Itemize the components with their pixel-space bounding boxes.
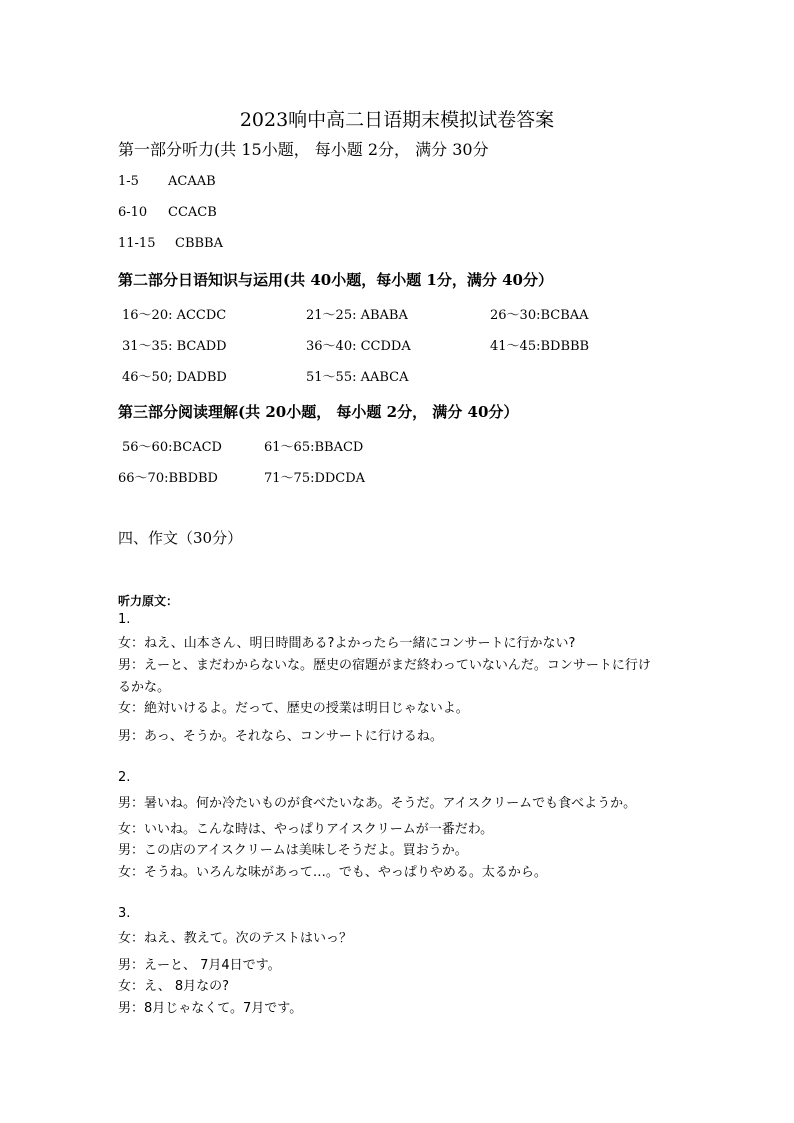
part1-row	[118, 174, 216, 189]
transcript-line: 女：え、 8月なの?	[118, 979, 230, 994]
transcript-line: 女：ねえ、教えて。次のテストはいっ？	[118, 931, 353, 946]
answer-cell: 21～25: ABABA	[306, 308, 408, 323]
answer-cell: 26～30:BCBAA	[490, 308, 589, 323]
transcript-line: 女：ねえ、山本さん、明日時間ある?よかったら一緒にコンサートに行かない?	[118, 636, 576, 651]
transcript-label: 听力原文：	[118, 594, 179, 608]
transcript-line: 男：あっ、そうか。それなら、コンサートに行けるね。	[118, 729, 443, 744]
transcript-line: 3.	[118, 906, 131, 921]
transcript-line: 女：絶対いけるよ。だって、歴史の授業は明日じゃないよ。	[118, 701, 469, 716]
answer-cell: 51～55: AABCA	[306, 370, 409, 385]
answer-range: 11-15	[118, 236, 156, 251]
answer-cell: 36～40: CCDDA	[306, 339, 411, 354]
answer-keys: CBBBA	[175, 236, 223, 251]
transcript-line: 男：暑いね。何か冷たいものが食べたいなあ。そうだ。アイスクリームでも食べようか。	[118, 796, 637, 811]
transcript-line: 女：いいね。こんな時は、やっぱりアイスクリームが一番だわ。	[118, 822, 494, 837]
part1-row	[118, 236, 223, 251]
answer-cell: 66～70:BBDBD	[118, 471, 218, 486]
transcript-line: 男：8月じゃなくて。7月です。	[118, 1001, 303, 1016]
page-title: 2023响中高二日语期末模拟试卷答案	[239, 109, 555, 131]
answer-keys: CCACB	[168, 205, 217, 220]
answer-cell: 16～20: ACCDC	[122, 308, 227, 323]
transcript-line: 男：えーと、 7月4日です。	[118, 958, 281, 973]
answer-cell: 56～60:BCACD	[122, 440, 222, 455]
transcript-line: 男：この店のアイスクリームは美味しそうだよ。買おうか。	[118, 843, 468, 858]
transcript-line: 女：そうね。いろんな味があって…。でも、やっぱりやめる。太るから。	[118, 865, 547, 880]
part4-heading: 四、作文（30分）	[118, 529, 243, 547]
transcript-line: 男：えーと、まだわからないな。歴史の宿題がまだ終わっていないんだ。コンサートに行け	[118, 658, 651, 673]
answer-cell: 71～75:DDCDA	[264, 471, 366, 486]
transcript-line: 2.	[118, 770, 131, 785]
answer-cell: 61～65:BBACD	[264, 440, 364, 455]
answer-keys: ACAAB	[168, 174, 216, 189]
transcript-line: るかな。	[118, 680, 171, 695]
part3-heading: 第三部分阅读理解(共 20小题， 每小题 2分， 满分 40分）	[118, 403, 519, 421]
part2-heading: 第二部分日语知识与运用(共 40小题，每小题 1分，满分 40分）	[118, 271, 553, 289]
answer-range: 1-5	[118, 174, 139, 189]
answer-cell: 41～45:BDBBB	[490, 339, 590, 354]
answer-cell: 31～35: BCADD	[122, 339, 227, 354]
part1-heading: 第一部分听力(共 15小题， 每小题 2分， 满分 30分	[118, 140, 489, 159]
answer-range: 6-10	[118, 205, 148, 220]
part1-row	[118, 205, 217, 220]
answer-cell: 46～50; DADBD	[122, 370, 227, 385]
transcript-line: 1.	[118, 612, 131, 627]
